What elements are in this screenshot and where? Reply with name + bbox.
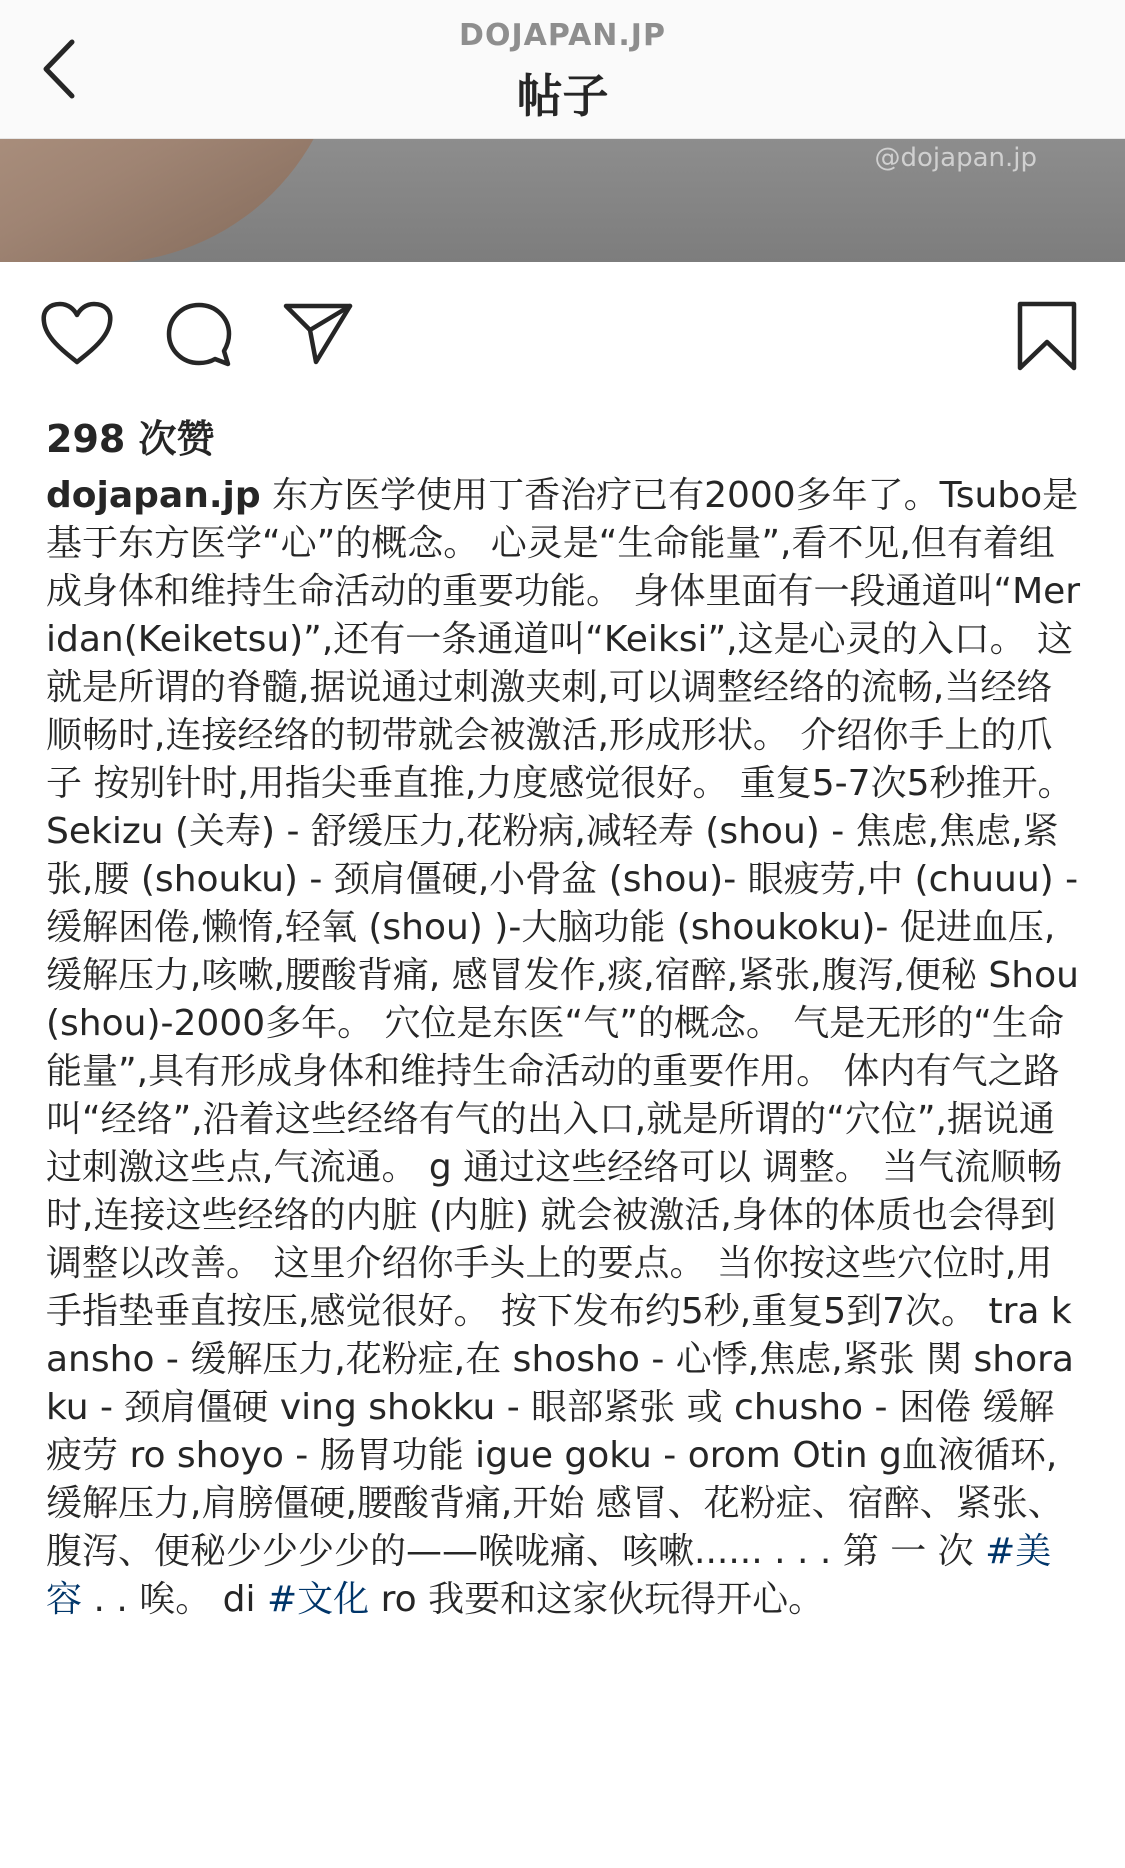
account-name: DOJAPAN.JP bbox=[459, 18, 666, 53]
bookmark-icon bbox=[1016, 300, 1078, 372]
caption-text: 东方医学使用丁香治疗已有2000多年了。Tsubo是基于东方医学“心”的概念。 心灵是“生命能量”,看不见,但有着组成身体和维持生命活动的重要功能。 身体里面有一段通道叫“Meridan(Keiketsu)”,还有一条通道叫“Keiksi”,这是心灵的入口。 这就是所谓的脊髓,据说通过刺激夹刺,可以调整经络的流畅,当经络顺畅时,连接经络的韧带就会被激活,形成形状。 介绍你手上的爪子 按别针时,用指尖垂直推,力度感觉很好。 重复5-7次5秒推开。 Sekizu (关寿) - 舒缓压力,花粉病,减轻寿 (shou) - 焦虑,焦虑,紧张,腰 (shouku) - 颈肩僵硬,小骨盆 (shou)- 眼疲劳,中 (chuuu) - 缓解困倦,懒惰,轻氧 (shou) )-大脑功能 (shoukoku)- 促进血压,缓解压力,咳嗽,腰酸背痛, 感冒发作,痰,宿醉,紧张,腹泻,便秘 Shou(shou)-2000多年。 穴位是东医“气”的概念。 气是无形的“生命能量”,具有形成身体和维持生命活动的重要作用。 体内有气之路叫“经络”,沿着这些经络有气的出入口,就是所谓的“穴位”,据说通过刺激这些点,气流通。 g 通过这些经络可以 调整。 当气流顺畅时,连接这些经络的内脏 (内脏) 就会被激活,身体的体质也会得到调整以改善。 这里介绍你手头上的要点。 当你按这些穴位时,用手指垫垂直按压,感觉很好。 按下发布约5秒,重复5到7次。 tra kansho - 缓解压力,花粉症,在 shosho - 心悸,焦虑,紧张 関 shoraku - 颈肩僵硬 ving shokku - 眼部紧张 或 chusho - 困倦 缓解 疲劳 ro shoyo - 肠胃功能 igue goku - orom Otin g血液循环,缓解压力,肩膀僵硬,腰酸背痛,开始 感冒、花粉症、宿醉、紧张、腹泻、便秘少少少少的——喉咙痛、咳嗽...... . . . 第 一 次 bbox=[46, 475, 1081, 1572]
caption-text: ro 我要和这家伙玩得开心。 bbox=[369, 1579, 825, 1620]
post-image[interactable] bbox=[0, 139, 1125, 262]
like-button[interactable] bbox=[40, 300, 114, 370]
hashtag-link[interactable]: #美容 bbox=[46, 1531, 1052, 1620]
comment-button[interactable] bbox=[164, 300, 234, 374]
finger-image-region bbox=[0, 139, 375, 262]
caption-username[interactable]: dojapan.jp bbox=[46, 475, 261, 516]
share-button[interactable] bbox=[282, 300, 354, 370]
save-button[interactable] bbox=[1016, 300, 1078, 376]
comment-bubble-icon bbox=[164, 300, 234, 370]
paper-plane-icon bbox=[282, 300, 354, 366]
caption-text: . . 唉。 di bbox=[82, 1579, 267, 1620]
like-count[interactable]: 298 次赞 bbox=[46, 417, 215, 461]
page-title: 帖子 bbox=[516, 69, 609, 123]
post-actions-bar bbox=[0, 290, 1125, 380]
top-nav-bar bbox=[0, 0, 1125, 139]
post-caption bbox=[46, 472, 1086, 1624]
image-watermark: @dojapan.jp bbox=[874, 143, 1037, 173]
heart-icon bbox=[40, 300, 114, 366]
hashtag-link[interactable]: #文化 bbox=[266, 1579, 370, 1620]
